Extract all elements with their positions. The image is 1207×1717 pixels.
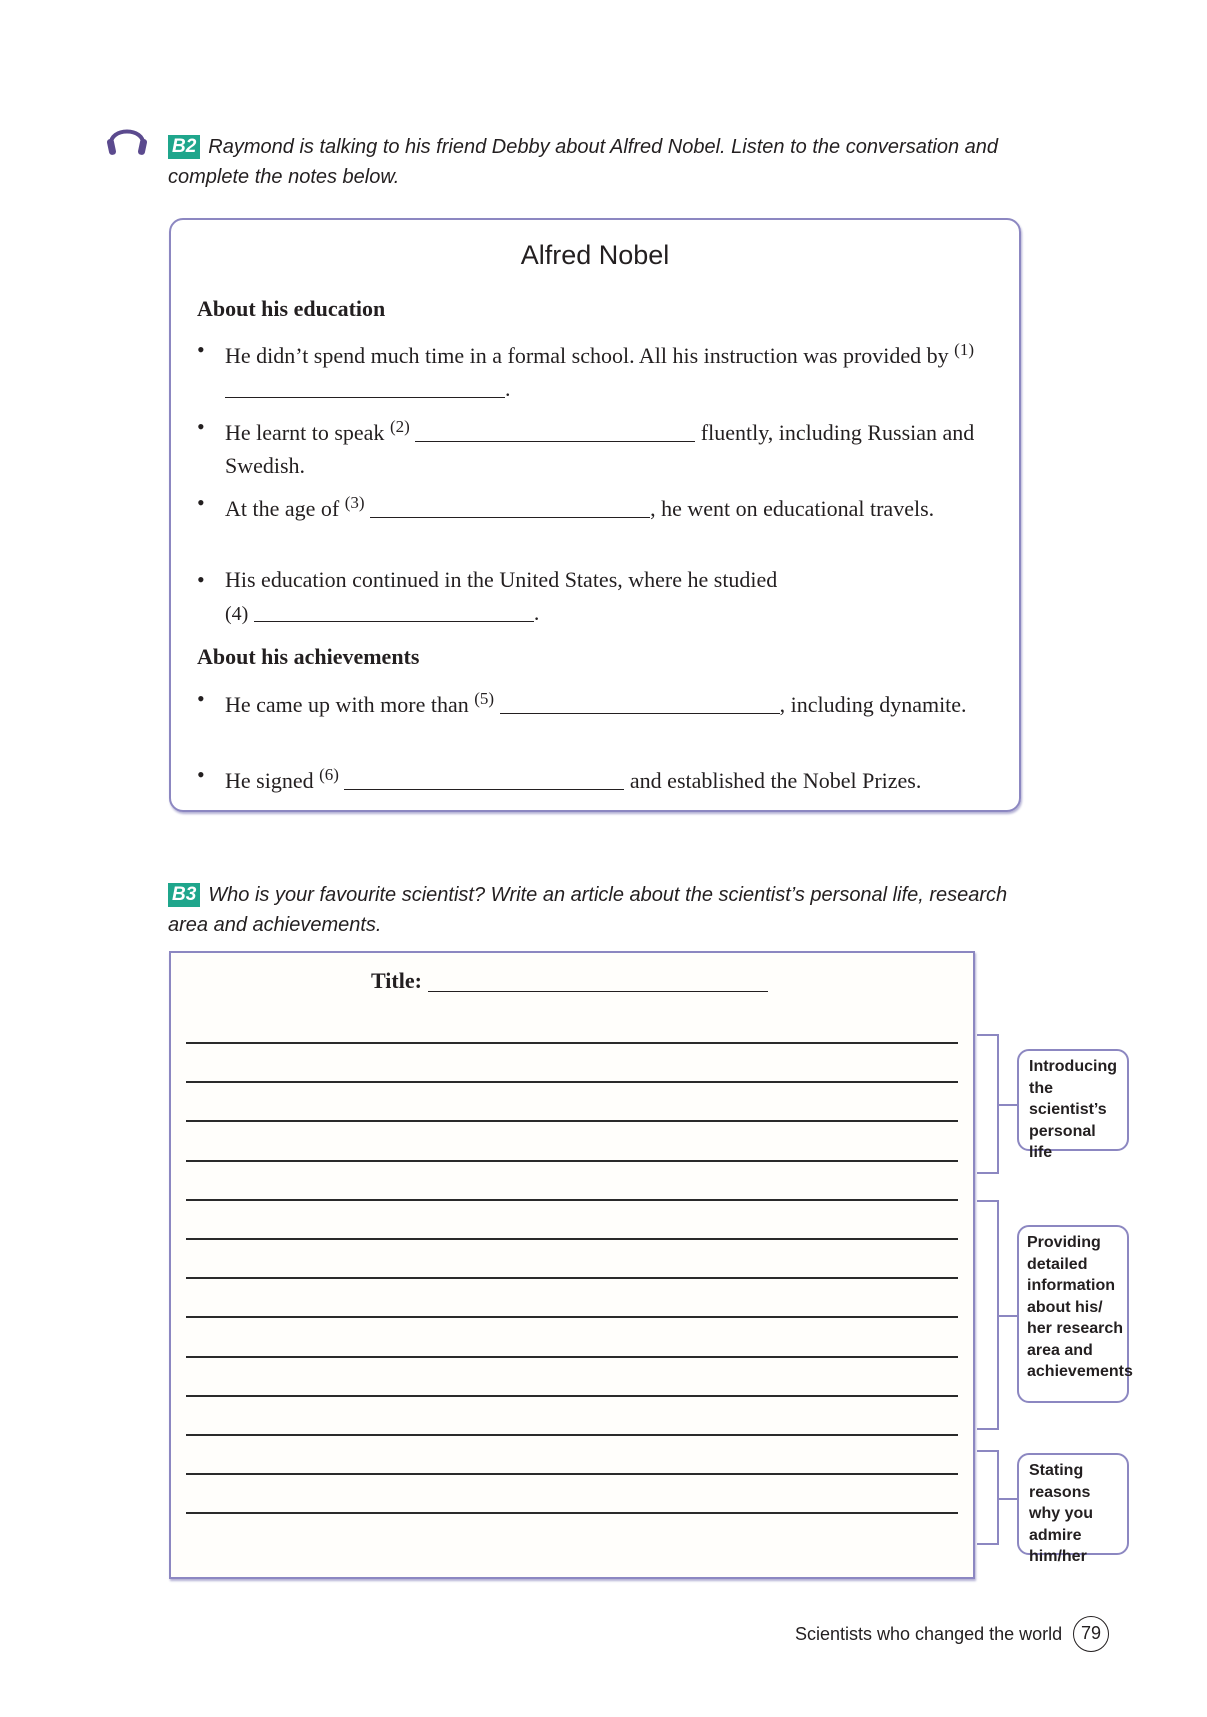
- note-text: He signed: [225, 768, 314, 793]
- note-text: At the age of: [225, 496, 340, 521]
- writing-line[interactable]: [186, 1160, 958, 1162]
- note-text: and established the Nobel Prizes.: [629, 768, 922, 793]
- bullet-icon: •: [197, 414, 205, 439]
- b3-instruction-text: Who is your favourite scientist? Write an article about the scientist’s personal life, research area and achievements.: [168, 884, 1008, 936]
- answer-blank-5[interactable]: [500, 693, 780, 714]
- blank-number: (1): [954, 340, 974, 359]
- blank-number: (3): [344, 493, 365, 512]
- bullet-icon: •: [197, 686, 205, 711]
- writing-line[interactable]: [186, 1473, 958, 1475]
- title-label: Title:: [371, 968, 422, 993]
- note-item-6: [197, 758, 997, 797]
- writing-line[interactable]: [186, 1434, 958, 1436]
- bullet-icon: •: [197, 567, 205, 592]
- guide-box-reasons: Stating reasons why you admire him/her: [1017, 1453, 1129, 1555]
- b2-instruction-text: Raymond is talking to his friend Debby about Alfred Nobel. Listen to the conversation and complete the notes below.: [168, 136, 999, 188]
- blank-number: (5): [474, 689, 495, 708]
- writing-line[interactable]: [186, 1120, 958, 1122]
- writing-line[interactable]: [186, 1395, 958, 1397]
- blank-number: (4): [225, 603, 249, 625]
- note-item-4: [197, 563, 997, 631]
- writing-line[interactable]: [186, 1316, 958, 1318]
- answer-blank-2[interactable]: [415, 421, 695, 442]
- bracket-research: [977, 1200, 999, 1430]
- note-text: He came up with more than: [225, 692, 469, 717]
- writing-line[interactable]: [186, 1512, 958, 1514]
- section-heading-achievements: About his achievements: [197, 644, 420, 669]
- bullet-icon: •: [197, 337, 205, 362]
- headphones-icon[interactable]: [105, 115, 149, 159]
- title-blank[interactable]: [428, 971, 768, 992]
- notes-box: [169, 218, 1021, 812]
- writing-line[interactable]: [186, 1277, 958, 1279]
- bullet-icon: •: [197, 490, 205, 515]
- answer-blank-3[interactable]: [370, 497, 650, 518]
- writing-line[interactable]: [186, 1081, 958, 1083]
- answer-blank-6[interactable]: [344, 769, 624, 790]
- guide-box-personal-life: Introducing the scientist’s personal life: [1017, 1049, 1129, 1151]
- note-text: He didn’t spend much time in a formal school. All his instruction was provided by: [225, 343, 949, 368]
- b2-instruction: [168, 132, 1008, 192]
- writing-line[interactable]: [186, 1238, 958, 1240]
- page-number: 79: [1073, 1616, 1109, 1652]
- blank-number: (2): [389, 417, 410, 436]
- writing-line[interactable]: [186, 1356, 958, 1358]
- writing-line[interactable]: [186, 1199, 958, 1201]
- note-item-5: [197, 682, 997, 721]
- guide-box-research: Providing detailed information about his/ her research area and achievements: [1017, 1225, 1129, 1403]
- note-text: , he went on educational travels.: [650, 496, 935, 521]
- notes-title: Alfred Nobel: [520, 240, 670, 270]
- note-item-1: [197, 333, 997, 405]
- chapter-title: Scientists who changed the world: [795, 1624, 1063, 1644]
- b3-instruction: [168, 880, 1008, 940]
- note-text: He learnt to speak: [225, 420, 385, 445]
- bullet-icon: •: [197, 762, 205, 787]
- note-text: fluently, including Russian and Swedish.: [225, 420, 975, 478]
- exercise-badge-b3: B3: [168, 883, 200, 907]
- note-text: .: [505, 376, 511, 401]
- writing-line[interactable]: [186, 1042, 958, 1044]
- answer-blank-4[interactable]: [254, 601, 534, 622]
- note-text: .: [533, 600, 540, 625]
- answer-blank-1[interactable]: [225, 377, 505, 398]
- note-text: , including dynamite.: [779, 692, 967, 717]
- bracket-personal-life: [977, 1034, 999, 1174]
- exercise-badge-b2: B2: [168, 135, 200, 159]
- note-text: His education continued in the United States, where he studied: [225, 567, 778, 592]
- section-heading-education: About his education: [197, 296, 386, 321]
- bracket-reasons: [977, 1450, 999, 1545]
- writing-box[interactable]: [169, 951, 975, 1579]
- blank-number: (6): [319, 765, 339, 784]
- title-row: [371, 968, 768, 994]
- note-item-3: [197, 486, 997, 525]
- note-item-2: [197, 410, 997, 482]
